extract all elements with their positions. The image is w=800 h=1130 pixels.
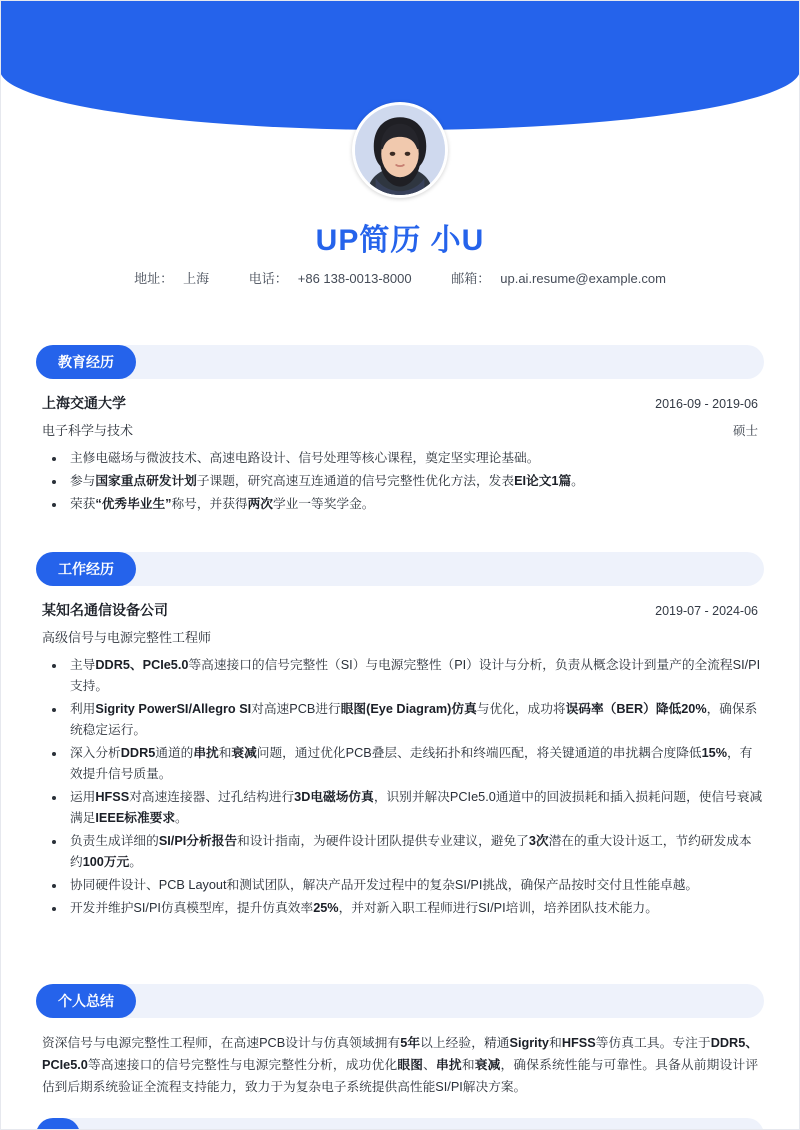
- list-item: • 协同硬件设计、PCB Layout和测试团队，解决产品开发过程中的复杂SI/PI挑战，确保产品按时交付且性能卓越。: [66, 875, 764, 896]
- section-next-header: [36, 1118, 764, 1130]
- work-date: 2019-07 - 2024-06: [655, 604, 758, 618]
- section-summary: [36, 984, 764, 1098]
- list-item: • 参与国家重点研发计划子课题，研究高速互连通道的信号完整性优化方法，发表EI论文1篇。: [66, 471, 764, 492]
- section-education-header: [36, 345, 764, 379]
- list-item: • 深入分析DDR5通道的串扰和衰减问题，通过优化PCB叠层、走线拓扑和终端匹配，将关键通道的串扰耦合度降低15%，有效提升信号质量。: [66, 743, 764, 785]
- contact-phone: [249, 268, 412, 287]
- list-item: • 负责生成详细的SI/PI分析报告和设计指南，为硬件设计团队提供专业建议，避免了3次潜在的重大设计返工，节约研发成本约100万元。: [66, 831, 764, 873]
- contact-address: [134, 268, 209, 287]
- list-item: • 开发并维护SI/PI仿真模型库，提升仿真效率25%，并对新入职工程师进行SI/PI培训，培养团队技术能力。: [66, 898, 764, 919]
- education-date: 2016-09 - 2019-06: [655, 397, 758, 411]
- work-entry: [36, 600, 764, 919]
- section-work-title: 工作经历: [36, 552, 136, 586]
- section-education: [36, 345, 764, 517]
- list-item: • 主修电磁场与微波技术、高速电路设计、信号处理等核心课程，奠定坚实理论基础。: [66, 448, 764, 469]
- page-title: UP简历 小U: [315, 224, 485, 257]
- education-major: 电子科学与技术: [42, 423, 134, 438]
- contact-phone-label: 电话：: [248, 271, 288, 286]
- contact-phone-value: +86 138-0013-8000: [297, 271, 412, 286]
- list-item: • 主导DDR5、PCIe5.0等高速接口的信号完整性（SI）与电源完整性（PI）设计与分析，负责从概念设计到量产的全流程SI/PI支持。: [66, 655, 764, 697]
- section-education-title: 教育经历: [36, 345, 136, 379]
- contact-email-value: up.ai.resume@example.com: [500, 271, 666, 286]
- list-item: • 荣获“优秀毕业生”称号，并获得两次学业一等奖学金。: [66, 494, 764, 515]
- education-entry-row-1: [36, 393, 764, 413]
- education-school: 上海交通大学: [42, 395, 126, 411]
- work-bullets: [66, 655, 764, 919]
- section-work-header: [36, 552, 764, 586]
- avatar-photo-icon: [355, 105, 445, 195]
- avatar: [352, 102, 448, 198]
- education-entry-row-2: [36, 420, 764, 439]
- education-entry: [36, 393, 764, 515]
- contact-email-label: 邮箱：: [451, 271, 491, 286]
- contact-address-label: 地址：: [134, 271, 174, 286]
- section-next-title: [36, 1118, 80, 1130]
- summary-paragraph: 资深信号与电源完整性工程师，在高速PCB设计与仿真领域拥有5年以上经验，精通Sigrity和HFSS等仿真工具。专注于DDR5、PCIe5.0等高速接口的信号完整性与电源完整性分析，成功优化眼图、串扰和衰减，确保系统性能与可靠性。具备从前期设计评估到后期系统验证全流程支持能力，致力于为复杂电子系统提供高性能SI/PI解决方案。: [42, 1036, 759, 1094]
- education-degree: 硕士: [732, 424, 758, 438]
- list-item: • 运用HFSS对高速连接器、过孔结构进行3D电磁场仿真，识别并解决PCIe5.0通道中的回波损耗和插入损耗问题，使信号衰减满足IEEE标准要求。: [66, 787, 764, 829]
- contact-email: [451, 268, 666, 287]
- education-bullets: [66, 448, 764, 515]
- work-company: 某知名通信设备公司: [42, 602, 168, 618]
- list-item: • 利用Sigrity PowerSI/Allegro SI对高速PCB进行眼图(Eye Diagram)仿真与优化，成功将误码率（BER）降低20%，确保系统稳定运行。: [66, 699, 764, 741]
- section-summary-header: [36, 984, 764, 1018]
- contact-address-value: 上海: [183, 271, 210, 286]
- section-next: [36, 1118, 764, 1130]
- section-summary-title: 个人总结: [36, 984, 136, 1018]
- work-role: 高级信号与电源完整性工程师: [42, 630, 212, 645]
- work-entry-row-2: [36, 627, 764, 646]
- section-work: [36, 552, 764, 921]
- contact-row: [0, 268, 800, 287]
- work-entry-row-1: [36, 600, 764, 620]
